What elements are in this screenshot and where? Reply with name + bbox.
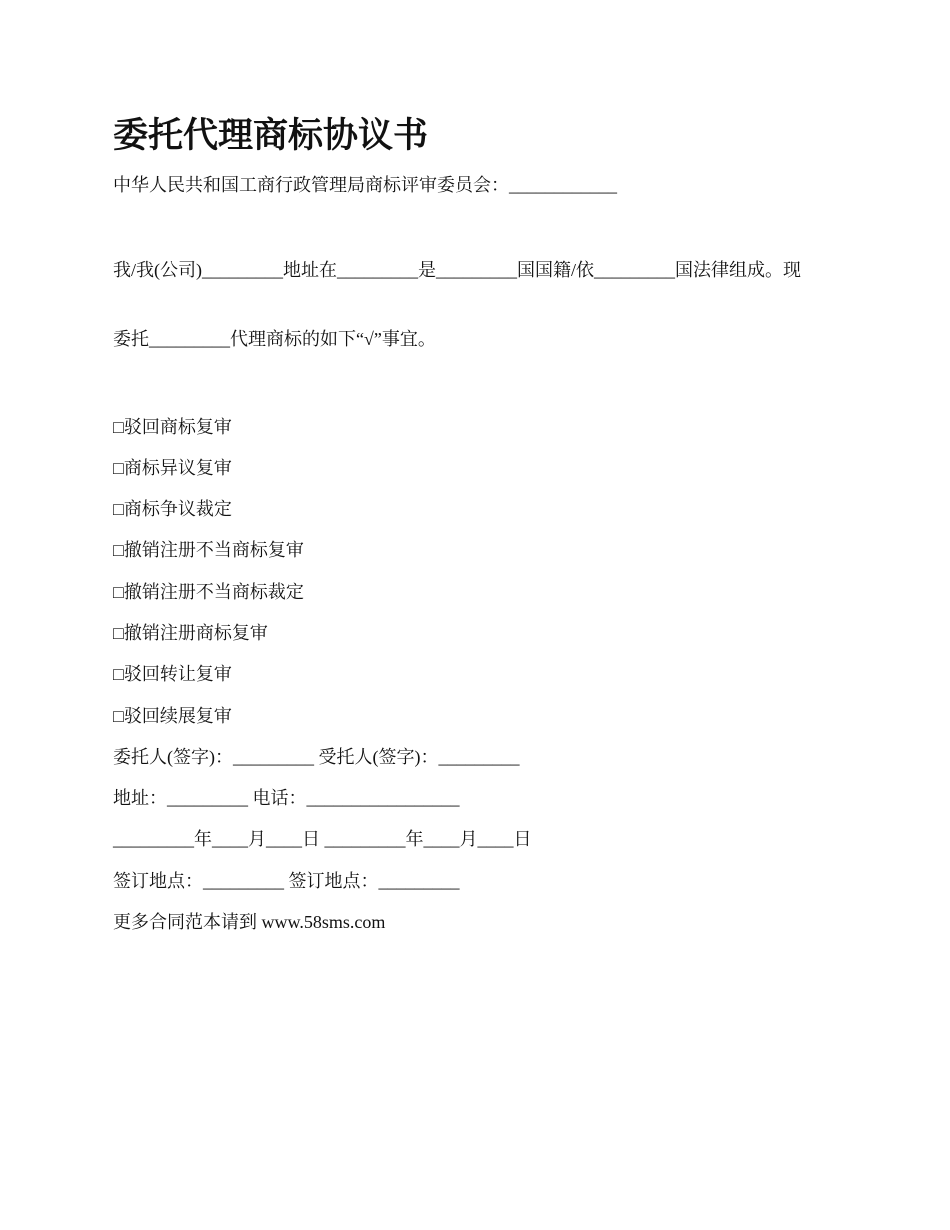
- document-page: [113, 108, 843, 952]
- address-phone-line: 地址：_________ 电话：_________________: [113, 788, 460, 809]
- footer-link-text: 更多合同范本请到 www.58sms.com: [113, 912, 386, 933]
- option-checkbox-item[interactable]: □驳回转让复审: [113, 664, 232, 685]
- addressee-line: 中华人民共和国工商行政管理局商标评审委员会：____________: [113, 175, 617, 195]
- option-checkbox-item[interactable]: □撤销注册不当商标裁定: [113, 581, 304, 602]
- signing-place-line: 签订地点：_________ 签订地点：_________: [113, 870, 460, 891]
- option-checkbox-item[interactable]: □撤销注册不当商标复审: [113, 540, 304, 561]
- option-checkbox-item[interactable]: □驳回续展复审: [113, 705, 232, 726]
- option-checkbox-item[interactable]: □驳回商标复审: [113, 416, 232, 437]
- option-checkbox-item[interactable]: □商标异议复审: [113, 457, 232, 478]
- document-title: 委托代理商标协议书: [113, 115, 429, 156]
- option-checkbox-item[interactable]: □撤销注册商标复审: [113, 622, 268, 643]
- option-checkbox-item[interactable]: □商标争议裁定: [113, 499, 232, 520]
- intro-paragraph: [113, 213, 843, 397]
- intro-line-2: 委托_________代理商标的如下“√”事宜。: [113, 329, 436, 349]
- signature-line: 委托人(签字)：_________ 受托人(签字)：_________: [113, 746, 520, 767]
- intro-line-1: 我/我(公司)_________地址在_________是_________国国籍/依_________国法律组成。现: [113, 260, 801, 280]
- date-line: _________年____月____日 _________年____月____日: [113, 829, 532, 850]
